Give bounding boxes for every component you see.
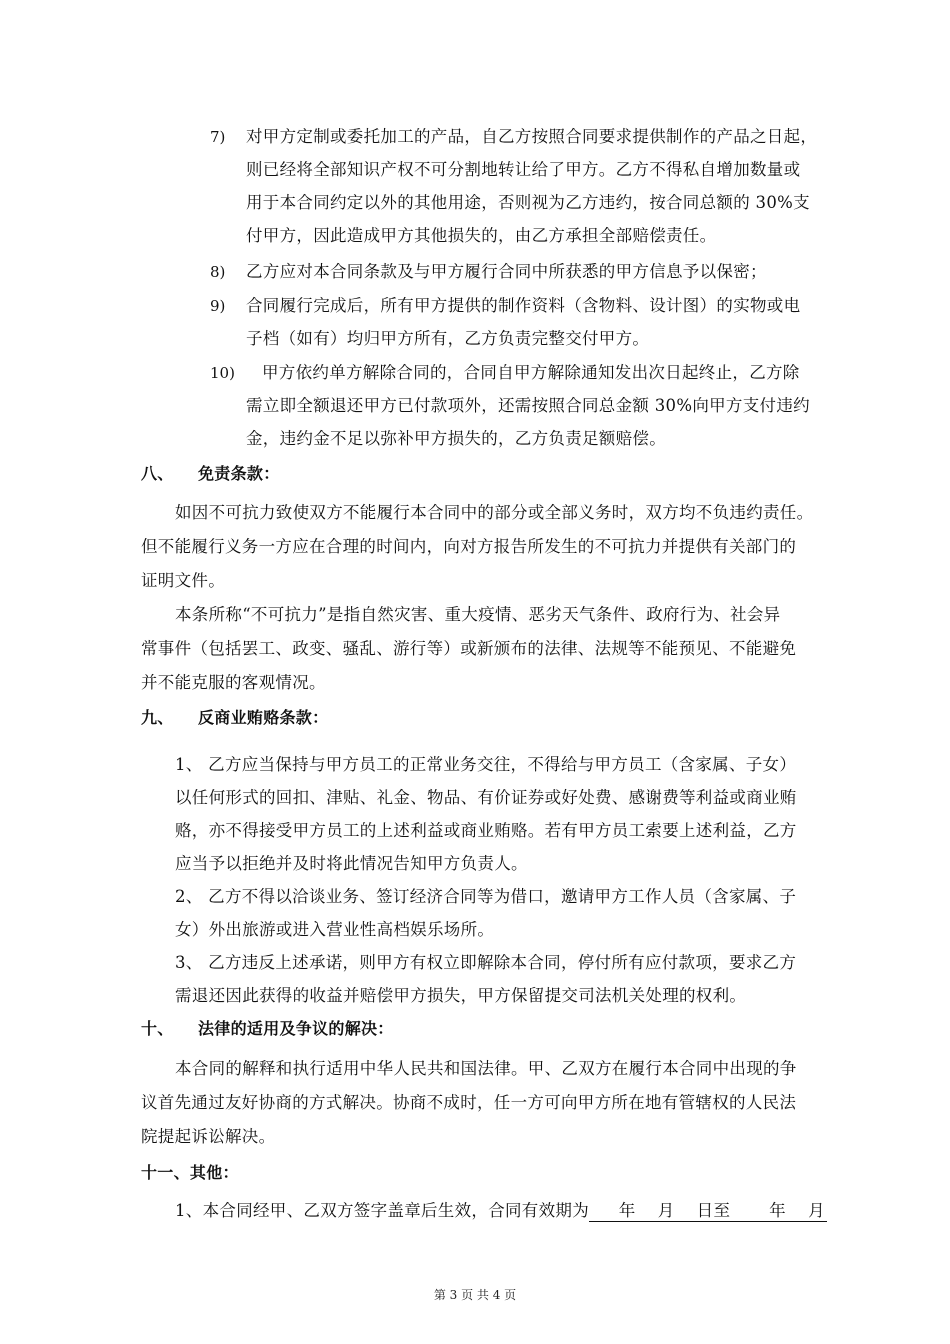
- section-8-para-1-line-1: 如因不可抗力致使双方不能履行本合同中的部分或全部义务时，双方均不负违约责任。: [175, 503, 814, 522]
- page-footer: 第 3 页 共 4 页: [433, 1288, 517, 1302]
- item-9-line-1: 合同履行完成后，所有甲方提供的制作资料（含物料、设计图）的实物或电: [246, 296, 801, 315]
- section-8-para-1-line-2: 但不能履行义务一方应在合理的时间内，向对方报告所发生的不可抗力并提供有关部门的: [141, 537, 797, 556]
- item-number: 8): [210, 263, 226, 281]
- section-9-clause-3-line-1: 3、 乙方违反上述承诺，则甲方有权立即解除本合同，停付所有应付款项，要求乙方: [175, 953, 797, 972]
- section-9-clause-1-line-4: 应当予以拒绝并及时将此情况告知甲方负责人。: [175, 854, 528, 873]
- validity-period-blank: 年 月 日至 年 月: [591, 1201, 825, 1220]
- section-10-para-line-1: 本合同的解释和执行适用中华人民共和国法律。甲、乙双方在履行本合同中出现的争: [175, 1059, 797, 1078]
- item-number: 10): [210, 364, 235, 382]
- section-11-clause-1: [175, 1201, 827, 1222]
- section-9-clause-1-line-1: 1、 乙方应当保持与甲方员工的正常业务交往，不得给与甲方员工（含家属、子女）: [175, 755, 797, 774]
- section-9-clause-1-line-3: 赂，亦不得接受甲方员工的上述利益或商业贿赂。若有甲方员工索要上述利益，乙方: [175, 821, 797, 840]
- section-11-title: 十一、其他：: [141, 1163, 239, 1182]
- section-8-title: 免责条款：: [198, 464, 280, 483]
- section-9-title: 反商业贿赂条款：: [198, 708, 329, 727]
- section-9-number: 九、: [141, 708, 174, 727]
- item-7-line-1: 对甲方定制或委托加工的产品，自乙方按照合同要求提供制作的产品之日起，: [246, 127, 818, 146]
- item-number: 9): [210, 297, 226, 315]
- item-number: 7): [210, 128, 226, 146]
- section-9-clause-2-line-2: 女）外出旅游或进入营业性高档娱乐场所。: [175, 920, 495, 939]
- item-7-line-3: 用于本合同约定以外的其他用途，否则视为乙方违约，按合同总额的 30%支: [246, 193, 810, 212]
- item-10-line-1: 甲方依约单方解除合同的，合同自甲方解除通知发出次日起终止，乙方除: [262, 363, 800, 382]
- section-9-clause-3-line-2: 需退还因此获得的收益并赔偿甲方损失，甲方保留提交司法机关处理的权利。: [175, 986, 747, 1005]
- section-8-para-2-line-1: 本条所称“不可抗力”是指自然灾害、重大疫情、恶劣天气条件、政府行为、社会异: [175, 605, 781, 624]
- section-10-para-line-2: 议首先通过友好协商的方式解决。协商不成时，任一方可向甲方所在地有管辖权的人民法: [141, 1093, 797, 1112]
- section-10-number: 十、: [141, 1019, 174, 1038]
- item-9-line-2: 子档（如有）均归甲方所有，乙方负责完整交付甲方。: [246, 329, 650, 348]
- section-11-clause-1-text: 1、本合同经甲、乙双方签字盖章后生效，合同有效期为: [175, 1201, 589, 1220]
- item-10-line-3: 金，违约金不足以弥补甲方损失的，乙方负责足额赔偿。: [246, 429, 666, 448]
- section-10-para-line-3: 院提起诉讼解决。: [141, 1127, 276, 1146]
- section-8-para-1-line-3: 证明文件。: [141, 571, 225, 590]
- section-9-clause-2-line-1: 2、 乙方不得以洽谈业务、签订经济合同等为借口，邀请甲方工作人员（含家属、子: [175, 887, 797, 906]
- item-7-line-2: 则已经将全部知识产权不可分割地转让给了甲方。乙方不得私自增加数量或: [246, 160, 801, 179]
- item-8-line-1: 乙方应对本合同条款及与甲方履行合同中所获悉的甲方信息予以保密；: [246, 262, 767, 281]
- section-8-para-2-line-2: 常事件（包括罢工、政变、骚乱、游行等）或新颁布的法律、法规等不能预见、不能避免: [141, 639, 797, 658]
- section-10-title: 法律的适用及争议的解决：: [198, 1019, 394, 1038]
- item-10-line-2: 需立即全额退还甲方已付款项外，还需按照合同总金额 30%向甲方支付违约: [246, 396, 810, 415]
- section-8-number: 八、: [141, 464, 174, 483]
- item-7-line-4: 付甲方，因此造成甲方其他损失的，由乙方承担全部赔偿责任。: [246, 226, 717, 245]
- section-9-clause-1-line-2: 以任何形式的回扣、津贴、礼金、物品、有价证券或好处费、感谢费等利益或商业贿: [175, 788, 797, 807]
- section-8-para-2-line-3: 并不能克服的客观情况。: [141, 673, 326, 692]
